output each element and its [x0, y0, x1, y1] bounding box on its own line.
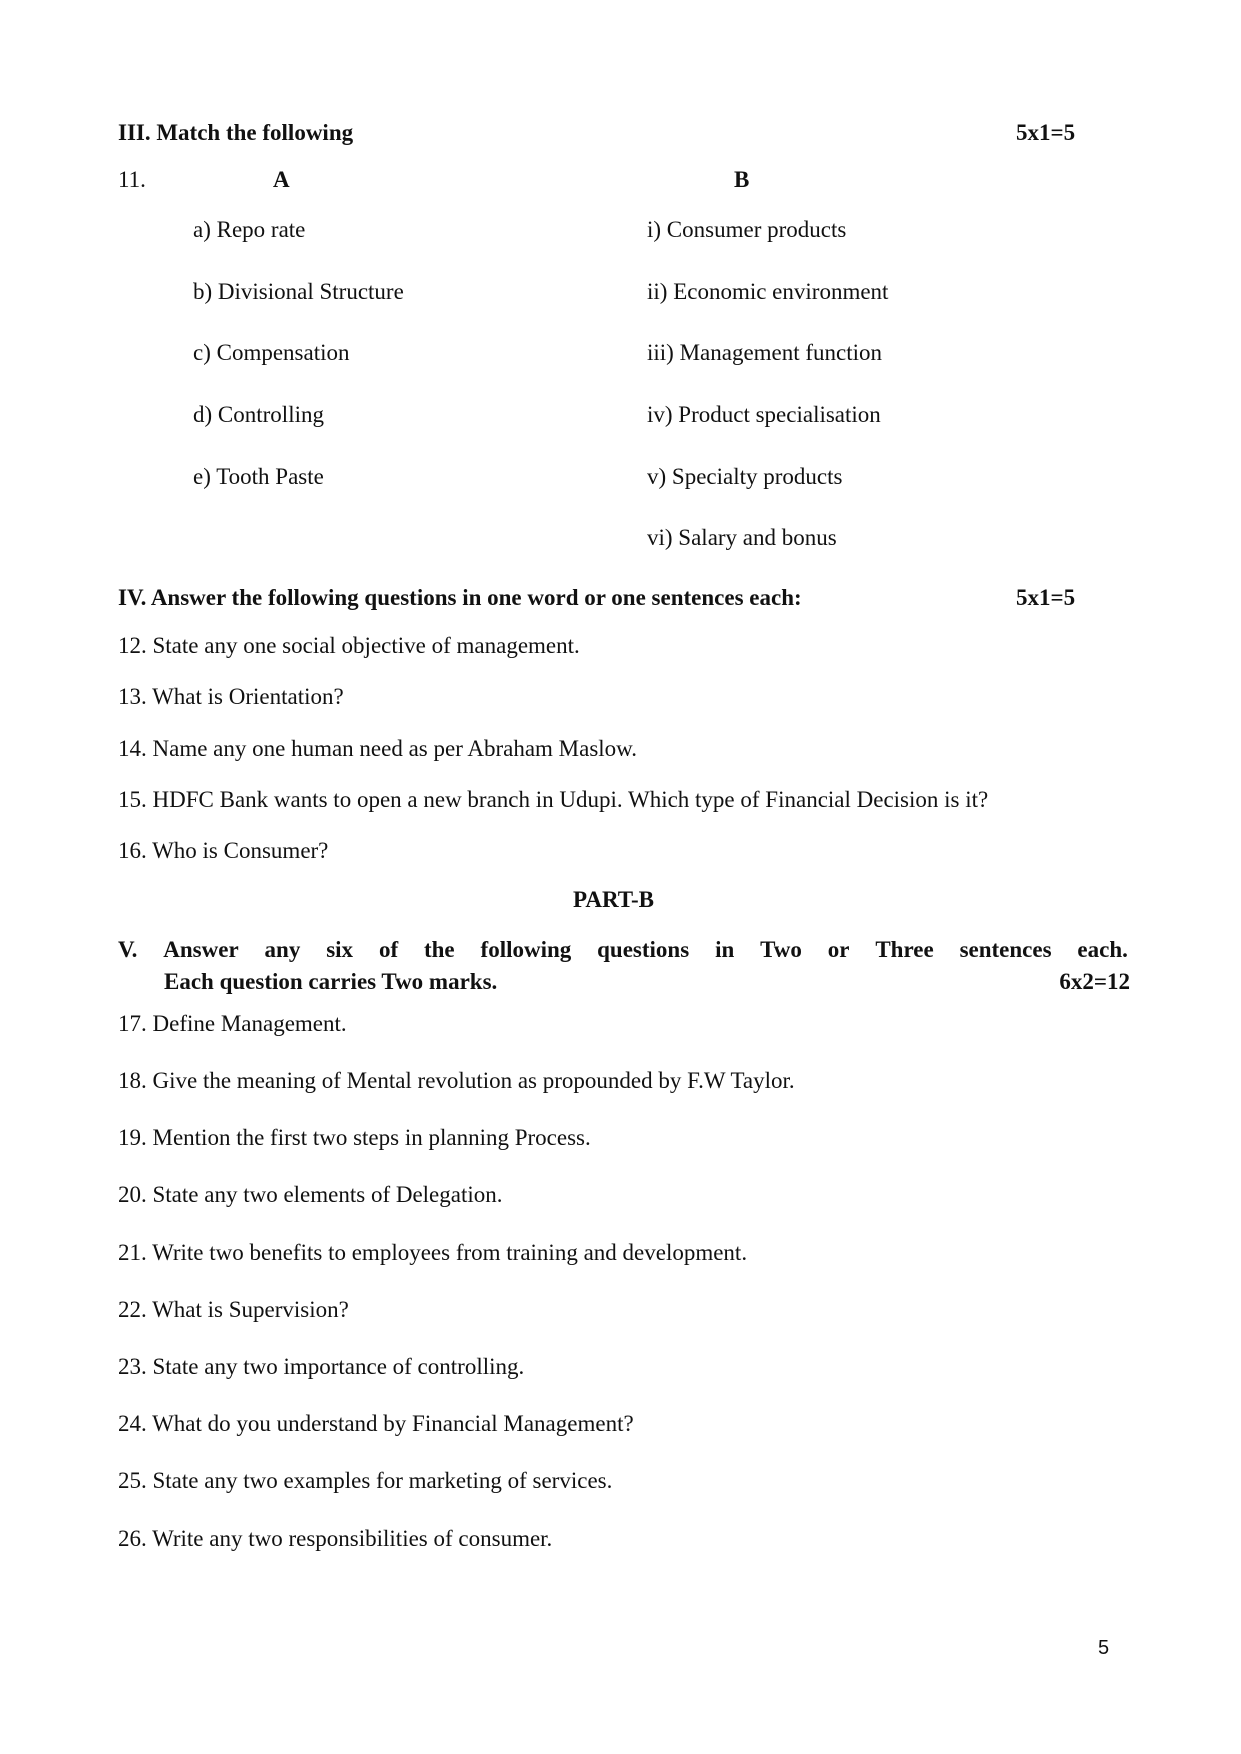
section-4-heading: IV. Answer the following questions in one word or one sentences each:	[118, 585, 802, 610]
match-item-b: b) Divisional Structure	[193, 279, 404, 304]
question-21: 21. Write two benefits to employees from training and development.	[118, 1240, 748, 1265]
match-option-v: v) Specialty products	[647, 464, 843, 489]
question-24: 24. What do you understand by Financial Management?	[118, 1411, 634, 1436]
heading-word: each.	[1077, 937, 1128, 962]
part-b-title: PART-B	[573, 887, 654, 912]
match-item-a: a) Repo rate	[193, 217, 306, 242]
heading-word: questions	[597, 937, 690, 962]
question-17: 17. Define Management.	[118, 1011, 347, 1036]
heading-word: Answer	[163, 937, 239, 962]
heading-word: following	[480, 937, 572, 962]
section-5-heading-line2	[118, 966, 1128, 998]
heading-word: Three	[875, 937, 934, 962]
section-4-marks: 5x1=5	[1016, 585, 1076, 610]
question-13: 13. What is Orientation?	[118, 684, 344, 709]
question-18: 18. Give the meaning of Mental revolution as propounded by F.W Taylor.	[118, 1068, 795, 1093]
heading-word: or	[827, 937, 850, 962]
match-item-e: e) Tooth Paste	[193, 464, 324, 489]
question-16: 16. Who is Consumer?	[118, 838, 329, 863]
heading-word: V.	[118, 937, 138, 962]
question-11-number: 11.	[118, 167, 146, 192]
question-15: 15. HDFC Bank wants to open a new branch in Udupi. Which type of Financial Decision is it?	[118, 787, 989, 812]
match-option-iii: iii) Management function	[647, 340, 883, 365]
match-option-iv: iv) Product specialisation	[647, 402, 881, 427]
section-3-marks: 5x1=5	[1016, 120, 1076, 145]
heading-word: Two	[760, 937, 802, 962]
heading-word: any	[264, 937, 301, 962]
question-19: 19. Mention the first two steps in planning Process.	[118, 1125, 591, 1150]
heading-word: of	[378, 937, 399, 962]
heading-word: sentences	[959, 937, 1052, 962]
question-22: 22. What is Supervision?	[118, 1297, 349, 1322]
heading-word: six	[326, 937, 354, 962]
match-option-i: i) Consumer products	[647, 217, 847, 242]
question-12: 12. State any one social objective of management.	[118, 633, 580, 658]
match-item-c: c) Compensation	[193, 340, 350, 365]
heading-word: the	[423, 937, 455, 962]
page-number: 5	[1098, 1637, 1110, 1659]
match-option-vi: vi) Salary and bonus	[647, 525, 837, 550]
section-5-heading-line1	[118, 934, 1128, 966]
question-26: 26. Write any two responsibilities of consumer.	[118, 1526, 553, 1551]
match-item-d: d) Controlling	[193, 402, 324, 427]
section-5-marks: 6x2=12	[1059, 969, 1130, 994]
question-20: 20. State any two elements of Delegation.	[118, 1182, 503, 1207]
section-5-heading	[118, 934, 1128, 998]
column-b-header: B	[734, 167, 750, 192]
section-3-heading: III. Match the following	[118, 120, 354, 145]
question-14: 14. Name any one human need as per Abraham Maslow.	[118, 736, 638, 761]
question-23: 23. State any two importance of controlling.	[118, 1354, 525, 1379]
column-a-header: A	[273, 167, 290, 192]
question-25: 25. State any two examples for marketing of services.	[118, 1468, 613, 1493]
match-option-ii: ii) Economic environment	[647, 279, 889, 304]
section-5-heading-line2-text: Each question carries Two marks.	[164, 969, 498, 994]
heading-word: in	[715, 937, 735, 962]
